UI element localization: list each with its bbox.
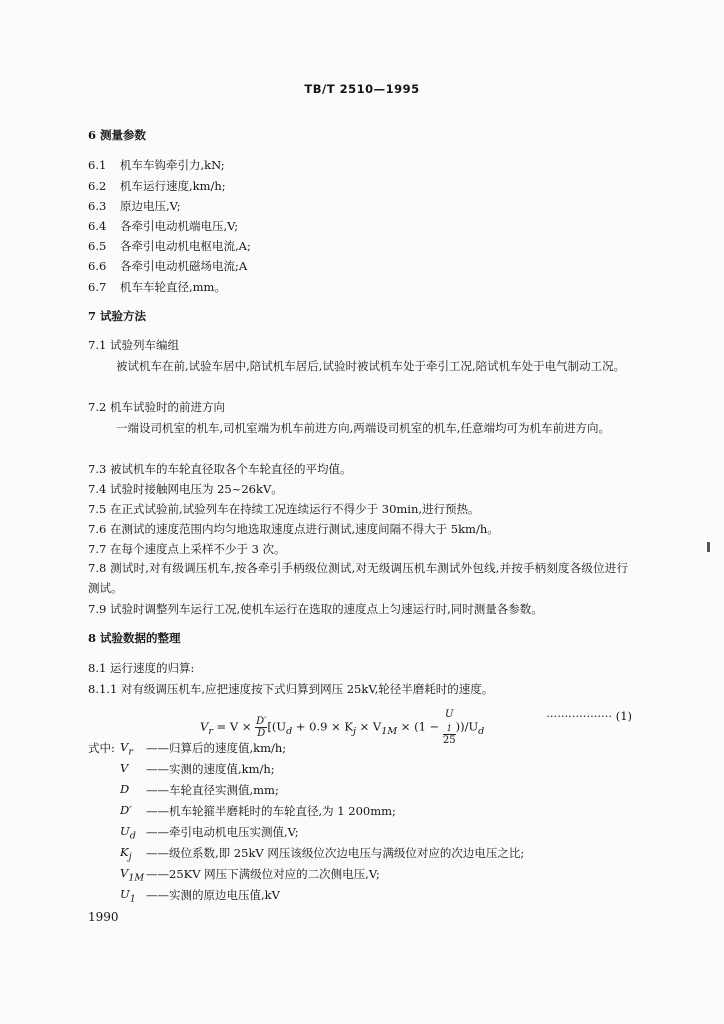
- equation-number: ·················· (1): [546, 709, 632, 723]
- page-number: 1990: [88, 910, 119, 924]
- item-text: 各牵引电动机磁场电流;A: [120, 259, 248, 273]
- formula-expression: $V_r = V$ × $\frac{D'}{D}$ [($U_d + 0.9 \times K_j \times V_{1M} \times (1$ − U $_1$ 25 ))$/U_d$: [200, 709, 485, 746]
- item-6-6: [88, 259, 247, 273]
- item-6-3: [88, 199, 181, 213]
- fraction-voltage: U $_1$ 25: [442, 709, 456, 746]
- item-number: 6.7: [88, 280, 107, 294]
- definition-symbol: $V_r$: [120, 740, 133, 758]
- definition-symbol: $K_j$: [120, 845, 132, 863]
- definition-symbol: $V_{1M}$: [120, 866, 145, 884]
- definition-symbol: $U_d$: [120, 824, 136, 842]
- paragraph-text: 被试机车在前,试验车居中,陪试机车居后,试验时被试机车处于牵引工况,陪试机车处于电气制动工况。: [116, 359, 626, 373]
- section-7-8: 7.8 测试时,对有级调压机车,按各牵引手柄级位测试,对无级调压机车测试外包线,并按手柄刻度各级位进行测试。: [88, 561, 628, 595]
- section-7-7: 7.7 在每个速度点上采样不少于 3 次。: [88, 542, 286, 556]
- page-header: TB/T 2510—1995: [304, 82, 420, 96]
- section-7-6: 7.6 在测试的速度范围内均匀地选取速度点进行测试,速度间隔不得大于 5km/h。: [88, 522, 499, 536]
- item-6-4: [88, 219, 238, 233]
- item-6-2: [88, 179, 226, 193]
- item-text: 原边电压,V;: [120, 199, 181, 213]
- section-7-3: 7.3 被试机车的车轮直径取各个车轮直径的平均值。: [88, 462, 352, 476]
- definition-text: ——机车轮箍半磨耗时的车轮直径,为 1 200mm;: [146, 804, 396, 818]
- section-7-1-title: 7.1 试验列车编组: [88, 338, 179, 352]
- definition-symbol: D′: [120, 803, 132, 817]
- item-6-5: [88, 239, 251, 253]
- section-8-title: 8 试验数据的整理: [88, 631, 181, 645]
- section-6-title: 6 测量参数: [88, 128, 147, 142]
- section-7-title: 7 试验方法: [88, 309, 147, 323]
- fraction-diameter: $\frac{D'}{D}$: [256, 716, 267, 739]
- section-8-1: 8.1 运行速度的归算:: [88, 661, 195, 675]
- definition-text: ——车轮直径实测值,mm;: [146, 783, 279, 797]
- definition-text: ——级位系数,即 25kV 网压该级位次边电压与满级位对应的次边电压之比;: [146, 846, 525, 860]
- definition-symbol: D: [120, 782, 130, 796]
- item-text: 机车运行速度,km/h;: [120, 179, 226, 193]
- item-number: 6.3: [88, 199, 107, 213]
- item-text: 各牵引电动机端电压,V;: [120, 219, 239, 233]
- section-7-5: 7.5 在正式试验前,试验列车在持续工况连续运行不得少于 30min,进行预热。: [88, 502, 480, 516]
- item-number: 6.6: [88, 259, 107, 273]
- definition-symbol: V: [120, 761, 129, 775]
- item-text: 各牵引电动机电枢电流,A;: [120, 239, 251, 253]
- item-number: 6.1: [88, 158, 107, 172]
- item-6-1: [88, 158, 225, 172]
- definition-text: ——归算后的速度值,km/h;: [146, 741, 287, 755]
- definition-text: ——牵引电动机电压实测值,V;: [146, 825, 299, 839]
- paragraph-text: 一端设司机室的机车,司机室端为机车前进方向,两端设司机室的机车,任意端均可为机车前进方向。: [116, 421, 610, 435]
- speed-formula: [200, 700, 632, 746]
- definition-text: ——实测的原边电压值,kV: [146, 888, 280, 902]
- section-7-2-title: 7.2 机车试验时的前进方向: [88, 400, 225, 414]
- section-7-2-body: [88, 418, 628, 438]
- item-number: 6.2: [88, 179, 107, 193]
- item-text: 机车车轮直径,mm。: [120, 280, 226, 294]
- item-text: 机车车钩牵引力,kN;: [120, 158, 225, 172]
- section-7-1-body: [88, 356, 628, 376]
- definition-text: ——25KV 网压下满级位对应的二次侧电压,V;: [146, 867, 380, 881]
- section-8-1-1: 8.1.1 对有级调压机车,应把速度按下式归算到网压 25kV,轮径半磨耗时的速度。: [88, 682, 494, 696]
- item-number: 6.5: [88, 239, 107, 253]
- definition-symbol: $U_1$: [120, 887, 136, 905]
- definition-lead: 式中:: [88, 741, 115, 755]
- scan-mark: [707, 542, 710, 552]
- section-7-9: 7.9 试验时调整列车运行工况,使机车运行在选取的速度点上匀速运行时,同时测量各参数。: [88, 602, 543, 616]
- item-number: 6.4: [88, 219, 107, 233]
- definition-text: ——实测的速度值,km/h;: [146, 762, 275, 776]
- item-6-7: [88, 280, 226, 294]
- section-7-4: 7.4 试验时接触网电压为 25~26kV。: [88, 482, 283, 496]
